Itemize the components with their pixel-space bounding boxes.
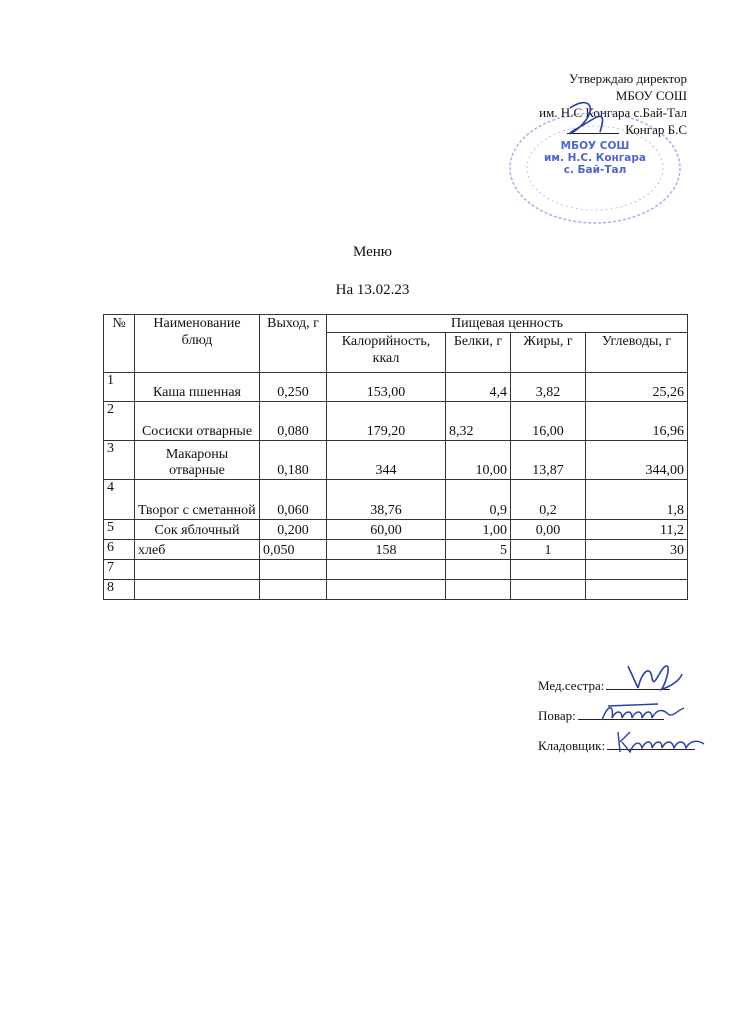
signer-storekeeper (538, 736, 695, 766)
approval-line-1: Утверждаю директор (568, 71, 687, 86)
cell-yield (260, 580, 327, 600)
cell-yield: 0,050 (260, 540, 327, 560)
cell-name (135, 580, 260, 600)
table-row (104, 480, 688, 520)
cell-protein: 0,9 (446, 480, 511, 520)
cell-protein: 8,32 (446, 402, 511, 441)
cell-yield: 0,060 (260, 480, 327, 520)
table-row (104, 580, 688, 600)
page-title: Меню (352, 244, 393, 260)
approval-line-2: МБОУ СОШ (615, 88, 687, 103)
cell-num: 3 (104, 441, 135, 480)
signature-blank (567, 122, 619, 134)
cell-yield: 0,250 (260, 373, 327, 402)
signer-cook (538, 706, 695, 736)
cell-name: Сосиски отварные (135, 402, 260, 441)
stamp-text (540, 140, 650, 176)
cell-protein: 4,4 (446, 373, 511, 402)
header-yield: Выход, г (260, 315, 327, 373)
cell-calories: 158 (327, 540, 446, 560)
approval-block (447, 70, 687, 138)
stamp-line-2: им. Н.С. Конгара (544, 152, 646, 164)
menu-date: На 13.02.23 (335, 282, 410, 298)
header-protein: Белки, г (446, 333, 511, 373)
cell-name: хлеб (135, 540, 260, 560)
cell-fat: 3,82 (511, 373, 586, 402)
cell-num: 2 (104, 402, 135, 441)
cell-calories: 344 (327, 441, 446, 480)
cell-fat: 0,00 (511, 520, 586, 540)
cell-fat: 16,00 (511, 402, 586, 441)
approval-line-3: им. Н.С Конгара с.Бай-Тал (539, 105, 687, 120)
signers-block (538, 676, 695, 766)
director-name: Конгар Б.С (625, 122, 687, 137)
signature-line (606, 677, 670, 690)
header-nutrition: Пищевая ценность (327, 315, 688, 333)
cell-protein (446, 580, 511, 600)
header-carbs: Углеводы, г (586, 333, 688, 373)
cell-fat: 1 (511, 540, 586, 560)
signature-line (578, 707, 664, 720)
cell-carbs: 30 (586, 540, 688, 560)
cell-yield: 0,180 (260, 441, 327, 480)
signer-storekeeper-label: Кладовщик: (538, 738, 606, 753)
cell-carbs: 16,96 (586, 402, 688, 441)
signer-nurse (538, 676, 695, 706)
cell-protein: 1,00 (446, 520, 511, 540)
cell-name: Творог с сметанной (135, 480, 260, 520)
cell-carbs: 1,8 (586, 480, 688, 520)
cell-fat: 13,87 (511, 441, 586, 480)
cell-num: 5 (104, 520, 135, 540)
table-row (104, 560, 688, 580)
header-num: № (104, 315, 135, 373)
cell-num: 1 (104, 373, 135, 402)
cell-carbs: 25,26 (586, 373, 688, 402)
cell-fat: 0,2 (511, 480, 586, 520)
cell-name: Сок яблочный (135, 520, 260, 540)
header-calories: Калорийность, ккал (327, 333, 446, 373)
cell-yield (260, 560, 327, 580)
cell-name: Макароны отварные (135, 441, 260, 480)
cell-num: 8 (104, 580, 135, 600)
cell-protein (446, 560, 511, 580)
header-name: Наименование блюд (135, 315, 260, 373)
cell-protein: 10,00 (446, 441, 511, 480)
cell-num: 4 (104, 480, 135, 520)
cell-yield: 0,200 (260, 520, 327, 540)
cell-calories: 38,76 (327, 480, 446, 520)
table-row (104, 441, 688, 480)
signature-line (607, 737, 695, 750)
cell-name: Каша пшенная (135, 373, 260, 402)
cell-carbs: 11,2 (586, 520, 688, 540)
cell-num: 6 (104, 540, 135, 560)
table-row (104, 520, 688, 540)
cell-num: 7 (104, 560, 135, 580)
cell-protein: 5 (446, 540, 511, 560)
cell-name (135, 560, 260, 580)
cell-calories: 179,20 (327, 402, 446, 441)
stamp-line-1: МБОУ СОШ (560, 140, 630, 152)
table-row (104, 402, 688, 441)
header-fat: Жиры, г (511, 333, 586, 373)
menu-table (103, 314, 688, 600)
cell-yield: 0,080 (260, 402, 327, 441)
table-row (104, 373, 688, 402)
signer-nurse-label: Мед.сестра: (538, 678, 605, 693)
cell-fat (511, 560, 586, 580)
stamp-line-3: с. Бай-Тал (563, 164, 627, 176)
cell-carbs (586, 560, 688, 580)
table-row (104, 540, 688, 560)
cell-calories (327, 560, 446, 580)
signer-cook-label: Повар: (538, 708, 576, 723)
cell-carbs: 344,00 (586, 441, 688, 480)
cell-calories: 60,00 (327, 520, 446, 540)
cell-carbs (586, 580, 688, 600)
cell-fat (511, 580, 586, 600)
cell-calories (327, 580, 446, 600)
approval-line-4 (447, 121, 687, 138)
cell-calories: 153,00 (327, 373, 446, 402)
